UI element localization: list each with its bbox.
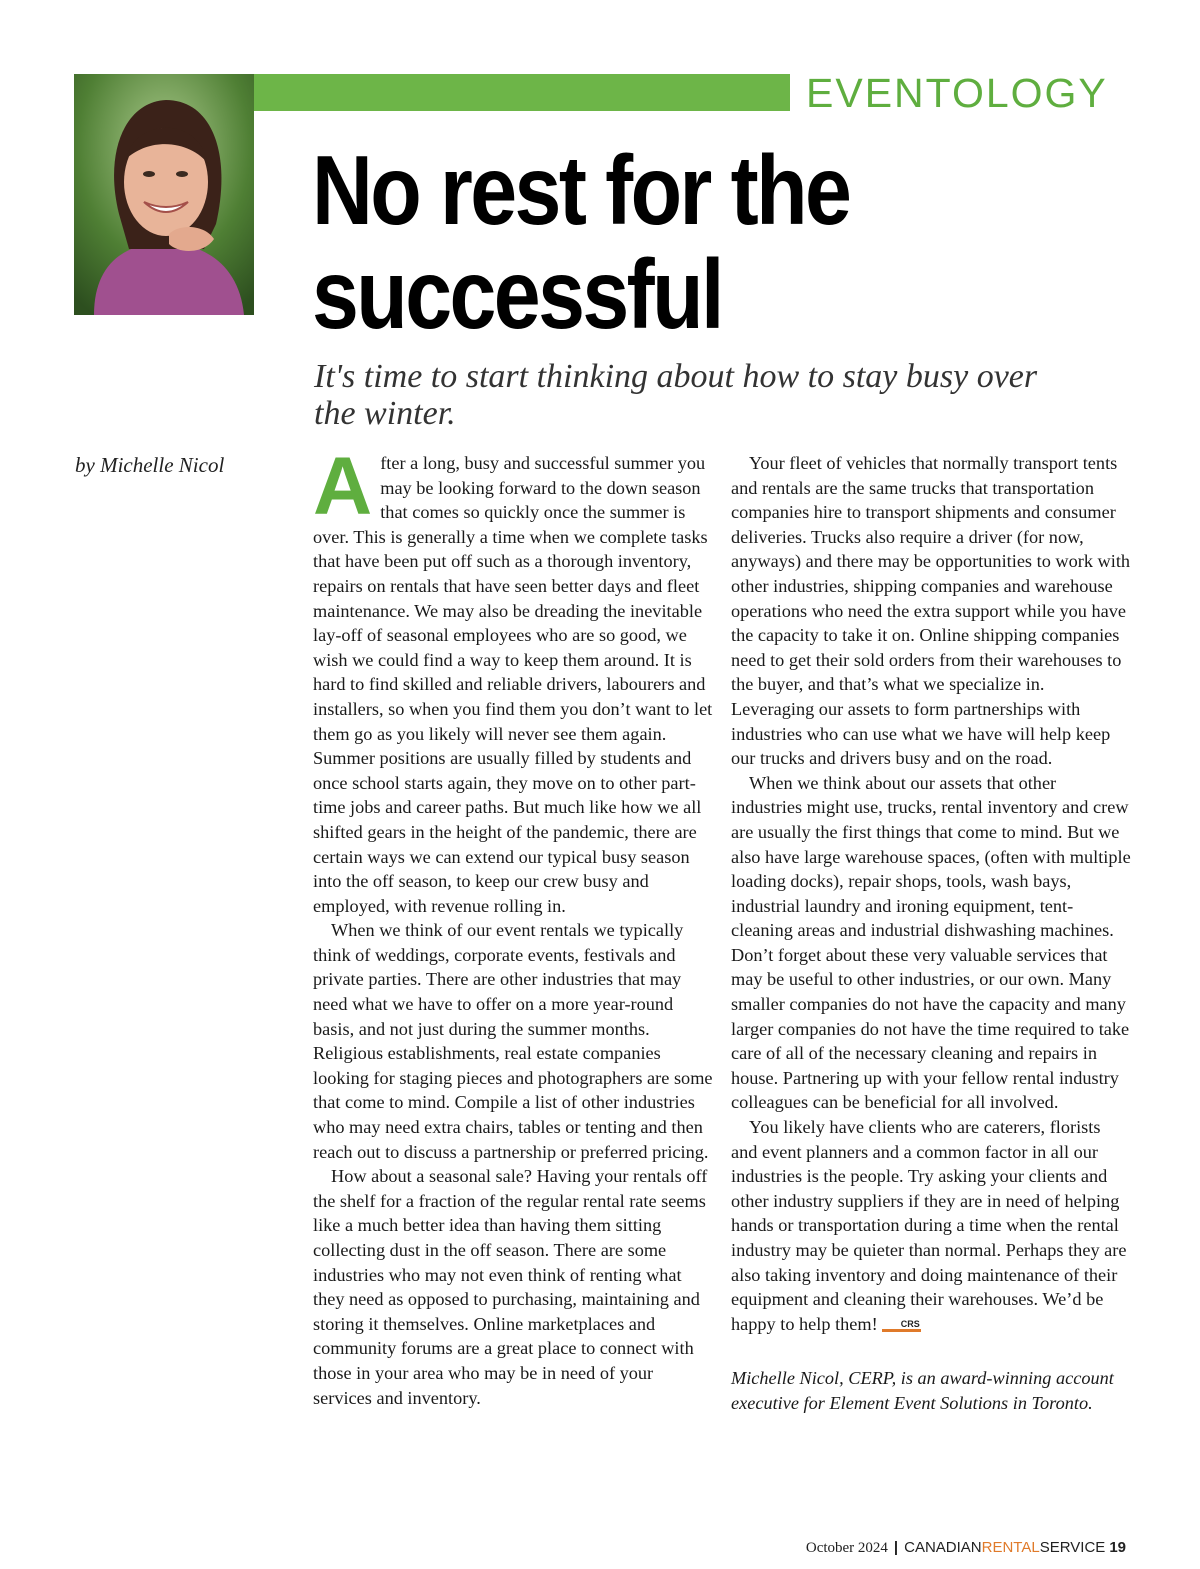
end-mark-icon: CRS [882,1319,921,1332]
paragraph-3: How about a seasonal sale? Having your rentals off the shelf for a fraction of the regular rental rate seems like a much better idea than having them sitting collecting dust in the off season. There are some industries who may not even think of renting what they need as opposed to purchasing, maintaining and storing it themselves. Online marketplaces and community forums are a great place to connect with those in your area who may be in need of your services and inventory. [313,1166,708,1408]
section-accent-bar [254,74,790,111]
author-photo [74,74,254,315]
author-bio: Michelle Nicol, CERP, is an award-winning account executive for Element Event Solutions in Toronto. [731,1368,1114,1413]
section-label: EVENTOLOGY [806,70,1108,116]
paragraph-5: When we think about our assets that other industries might use, trucks, rental inventory and crew are usually the first things that come to mind. But we also have large warehouse spaces, (often with multiple loading docks), repair shops, tools, wash bays, industrial laundry and ironing equipment, tent-cleaning areas and industrial dishwashing machines. Don’t forget about these very valuable services that may be useful to other industries, or our own. Many smaller companies do not have the capacity and many larger companies do not have the time required to take care of all of the necessary cleaning and repairs in house. Partnering up with your fellow rental industry colleagues can be beneficial for all involved. [731,772,1131,1113]
footer-separator: | [893,1539,899,1556]
page-footer [806,1539,1126,1557]
headline-line-1: No rest for the [312,135,850,245]
magazine-name-part-1: CANADIAN [904,1539,982,1556]
author-portrait-icon [74,74,254,315]
magazine-name-part-2: RENTAL [981,1539,1040,1556]
paragraph-2: When we think of our event rentals we typically think of weddings, corporate events, festivals and private parties. There are other industries that may need what we have to offer on a more year-round basis, and not just during the summer months. Religious establishments, real estate companies looking for staging pieces and photographers are some that come to mind. Compile a list of other industries who may need extra chairs, tables or tenting and then reach out to discuss a partnership or preferred pricing. [313,920,713,1162]
issue-date: October 2024 [805,1540,888,1556]
magazine-name [904,1539,1105,1556]
paragraph-1 [313,441,713,918]
headline [312,135,1052,349]
paragraph-1-text: fter a long, busy and successful summer you may be looking forward to the down season that comes so quickly once the summer is over. This is generally a time when we complete tasks that have been put off such as a thorough inventory, repairs on rentals that have seen better days and fleet maintenance. We may also be dreading the inevitable lay-off of seasonal employees who are so good, we wish we could find a way to keep them around. It is hard to find skilled and reliable drivers, labourers and installers, so when you find them you don’t want to let them go as you likely will never see them again. Summer positions are usually filled by students and once school starts again, they move on to other part-time jobs and career paths. But much like how we all shifted gears in the height of the pandemic, there are certain ways we can extend our typical busy season into the off season, to keep our crew busy and employed, with revenue rolling in. [313,453,713,916]
deck-line-2: the winter. [314,395,456,432]
column-right [731,451,1131,1416]
headline-line-2: successful [312,239,722,349]
deck [314,358,1114,432]
paragraph-4: Your fleet of vehicles that normally transport tents and rentals are the same trucks that transportation companies hire to transport shipments and consumer deliveries. Trucks also require a driver (for now, anyways) and there may be opportunities to work with other industries, shipping companies and warehouse operations who need the extra support while you have the capacity to take it on. Online shipping companies need to get their sold orders from their warehouses to the buyer, and that’s what we specialize in. Leveraging our assets to form partnerships with industries who can use what we have will help keep our trucks and drivers busy and on the road. [731,453,1131,769]
deck-line-1: It's time to start thinking about how to stay busy over [314,358,1038,395]
paragraph-6-text: You likely have clients who are caterers, florists and event planners and a common factor in all our industries is the people. Try asking your clients and other industry suppliers if they are in need of helping hands or transportation during a time when the rental industry may be quieter than normal. Perhaps they are also taking inventory and doing maintenance of their equipment and cleaning their warehouses. We’d be happy to help them! [731,1117,1127,1334]
drop-cap: A [313,441,373,532]
page-number: 19 [1109,1539,1126,1556]
magazine-name-part-3: SERVICE [1039,1539,1106,1556]
byline: by Michelle Nicol [75,453,225,477]
column-left [313,441,713,1410]
paragraph-6 [731,1115,1131,1336]
